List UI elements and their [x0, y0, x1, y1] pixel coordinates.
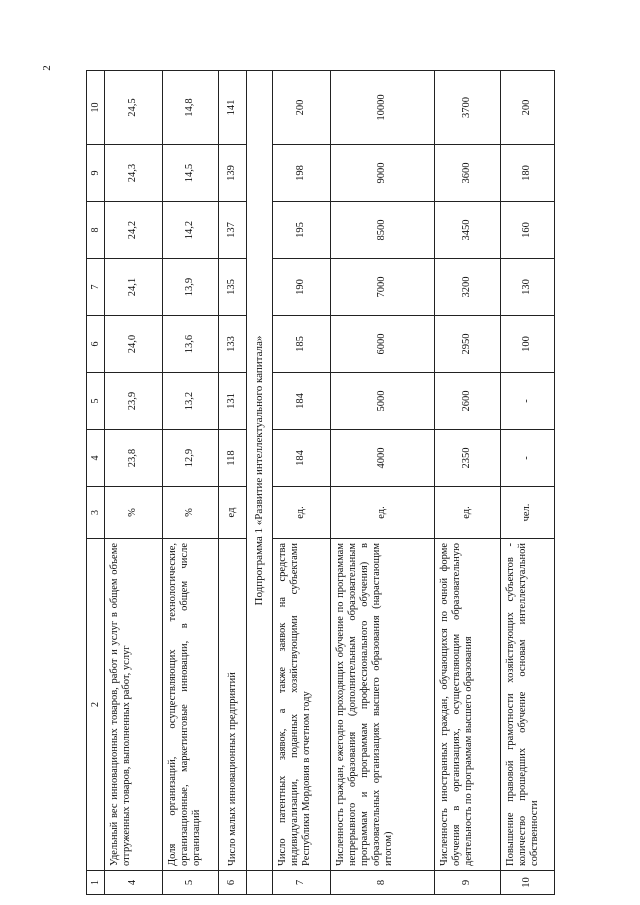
- value-cell: 131: [219, 373, 247, 430]
- row-number: 6: [219, 871, 247, 895]
- value-cell: 198: [273, 145, 331, 202]
- header-cell: 7: [87, 259, 105, 316]
- indicator-description: Доля организаций, осуществляющих технологические, организационные, маркетинговые инновации, в общем числе организаций: [163, 539, 219, 871]
- header-cell: 8: [87, 202, 105, 259]
- value-cell: 9000: [331, 145, 435, 202]
- header-cell: 3: [87, 487, 105, 539]
- rotated-table-container: [86, 71, 541, 895]
- value-cell: 4000: [331, 430, 435, 487]
- indicator-description: Число патентных заявок, а также заявок на средства индивидуализации, поданных хозяйствующими субъектами Республики Мордовия в отчетном году: [273, 539, 331, 871]
- value-cell: -: [501, 430, 555, 487]
- value-cell: 13,2: [163, 373, 219, 430]
- value-cell: 135: [219, 259, 247, 316]
- value-cell: 7000: [331, 259, 435, 316]
- value-cell: 13,6: [163, 316, 219, 373]
- unit-cell: ед: [219, 487, 247, 539]
- header-cell: 5: [87, 373, 105, 430]
- unit-cell: чел.: [501, 487, 555, 539]
- indicators-table: [86, 70, 555, 895]
- header-cell: 2: [87, 539, 105, 871]
- value-cell: 118: [219, 430, 247, 487]
- value-cell: 23,9: [105, 373, 163, 430]
- value-cell: 133: [219, 316, 247, 373]
- value-cell: 14,2: [163, 202, 219, 259]
- row-number: 9: [435, 871, 501, 895]
- unit-cell: ед.: [331, 487, 435, 539]
- row-number: 5: [163, 871, 219, 895]
- value-cell: 141: [219, 71, 247, 145]
- unit-cell: %: [163, 487, 219, 539]
- value-cell: 3600: [435, 145, 501, 202]
- value-cell: 6000: [331, 316, 435, 373]
- table-row: [501, 71, 555, 895]
- value-cell: 190: [273, 259, 331, 316]
- value-cell: 12,9: [163, 430, 219, 487]
- value-cell: 24,0: [105, 316, 163, 373]
- table-row: [273, 71, 331, 895]
- subprogram-row: [247, 71, 273, 895]
- value-cell: 2350: [435, 430, 501, 487]
- value-cell: 8500: [331, 202, 435, 259]
- table-row: [105, 71, 163, 895]
- value-cell: 3200: [435, 259, 501, 316]
- value-cell: 2600: [435, 373, 501, 430]
- row-number: 4: [105, 871, 163, 895]
- value-cell: 100: [501, 316, 555, 373]
- header-row: [87, 71, 105, 895]
- header-cell: 9: [87, 145, 105, 202]
- unit-cell: ед.: [435, 487, 501, 539]
- value-cell: 130: [501, 259, 555, 316]
- value-cell: 2950: [435, 316, 501, 373]
- subprogram-title: Подпрограмма 1 «Развитие интеллектуального капитала»: [247, 71, 273, 871]
- indicator-description: Численность граждан, ежегодно проходящих обучение по программам непрерывного образования (дополнительным образовательным программам и программам профессионального обучения) в образовательных организациях высшего образования (нарастающим итогом): [331, 539, 435, 871]
- value-cell: 23,8: [105, 430, 163, 487]
- value-cell: 13,9: [163, 259, 219, 316]
- value-cell: 200: [273, 71, 331, 145]
- header-cell: 1: [87, 871, 105, 895]
- value-cell: 160: [501, 202, 555, 259]
- header-cell: 4: [87, 430, 105, 487]
- value-cell: 137: [219, 202, 247, 259]
- value-cell: 14,8: [163, 71, 219, 145]
- row-number: 7: [273, 871, 331, 895]
- table-row: [163, 71, 219, 895]
- header-cell: 6: [87, 316, 105, 373]
- value-cell: 184: [273, 430, 331, 487]
- value-cell: 195: [273, 202, 331, 259]
- row-number: 10: [501, 871, 555, 895]
- value-cell: 3450: [435, 202, 501, 259]
- value-cell: 24,3: [105, 145, 163, 202]
- value-cell: 185: [273, 316, 331, 373]
- indicator-description: Численность иностранных граждан, обучающихся по очной форме обучения в организациях, осуществляющим образовательную деятельность по программам высшего образования: [435, 539, 501, 871]
- value-cell: 14,5: [163, 145, 219, 202]
- header-cell: 10: [87, 71, 105, 145]
- indicator-description: Число малых инновационных предприятий: [219, 539, 247, 871]
- row-number: 8: [331, 871, 435, 895]
- table-row: [435, 71, 501, 895]
- value-cell: 24,5: [105, 71, 163, 145]
- value-cell: 24,1: [105, 259, 163, 316]
- value-cell: 24,2: [105, 202, 163, 259]
- value-cell: -: [501, 373, 555, 430]
- value-cell: 5000: [331, 373, 435, 430]
- indicator-description: Удельный вес инновационных товаров, работ и услуг в общем объеме отгруженных товаров, выполненных работ, услуг: [105, 539, 163, 871]
- value-cell: 10000: [331, 71, 435, 145]
- value-cell: 180: [501, 145, 555, 202]
- unit-cell: %: [105, 487, 163, 539]
- page-number: 2: [40, 65, 53, 71]
- unit-cell: ед.: [273, 487, 331, 539]
- value-cell: 3700: [435, 71, 501, 145]
- indicator-description: Повышение правовой грамотности хозяйствующих субъектов - количество прошедших обучение основам интеллектуальной собственности: [501, 539, 555, 871]
- value-cell: 200: [501, 71, 555, 145]
- value-cell: 184: [273, 373, 331, 430]
- empty-cell: [247, 871, 273, 895]
- table-row: [331, 71, 435, 895]
- value-cell: 139: [219, 145, 247, 202]
- table-row: [219, 71, 247, 895]
